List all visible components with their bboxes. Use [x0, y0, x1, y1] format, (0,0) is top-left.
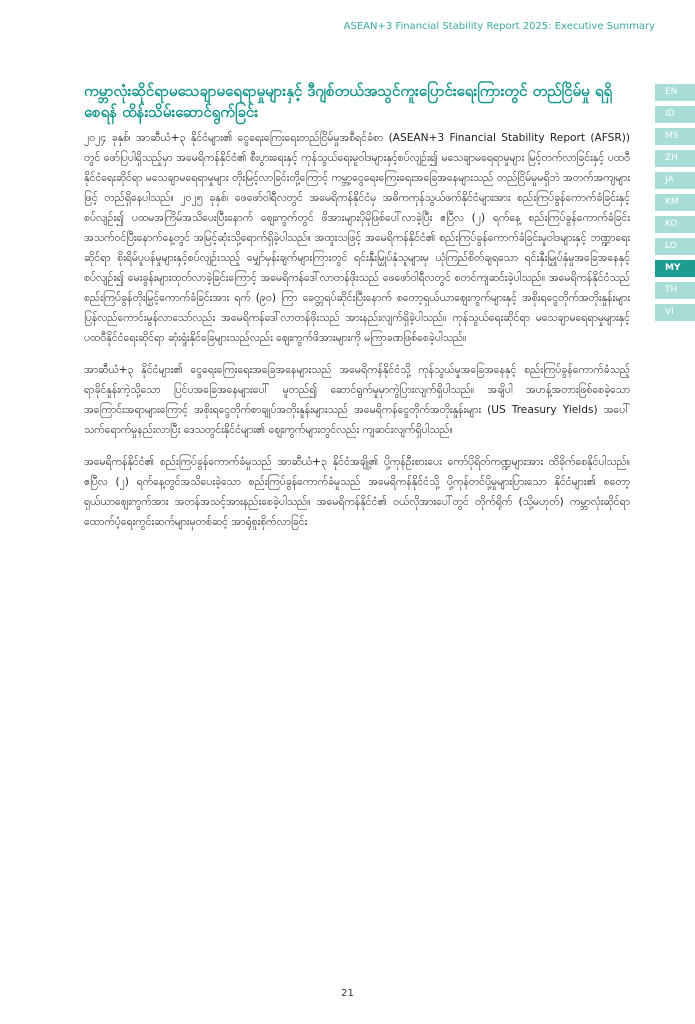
language-tab-th[interactable]: TH	[655, 282, 695, 299]
language-tab-vi[interactable]: VI	[655, 304, 695, 321]
section-title: ကမ္ဘာလုံးဆိုင်ရာမသေချာမရေရာမှုများနှင့် ဒီဂျစ်တယ်အသွင်ကူးပြောင်းရေးကြားတွင် တည်ငြိမ်မှု ရရှိစေရန် ထိန်းသိမ်းဆောင်ရွက်ခြင်း	[84, 82, 613, 121]
paragraph-2: အာဆီယံ+၃ နိုင်ငံများ၏ ငွေရေးကြေးရေးအခြေအနေများသည် အမေရိကန်နိုင်ငံသို့ ကုန်သွယ်မှုအခြေအနေနှင့် စည်းကြပ်ခွန်ကောက်ခံသည့်ရာခိုင်နှုန်းကဲ့သို့သော ပြင်ပအခြေအနေများပေါ် မူတည်၍ ဆောင်ရွက်မှုမှာကွဲပြားလျက်ရှိပါသည်။ အချိပါ အဟန့်အတားဖြစ်စေခဲ့သော အကြောင်းအရာများကြောင့် အစိုးရငွေတိုက်စာချုပ်အတိုးနှုန်းများသည် အမေရိကန်ငွေတိုက်အတိုးနှုန်းများ (US Treasury Yields) အပေါ် သက်ရောက်မှုနည်းလာပြီး ဒေသတွင်းနိုင်ငံများ၏ ဈေးကွက်များတွင်လည်း ကျဆင်းလျက်ရှိပါသည်။	[84, 364, 630, 436]
language-tabs	[655, 84, 695, 326]
language-tab-ms[interactable]: MS	[655, 128, 695, 145]
language-tab-ko[interactable]: KO	[655, 216, 695, 233]
language-tab-ja[interactable]: JA	[655, 172, 695, 189]
language-tab-zh[interactable]: ZH	[655, 150, 695, 167]
paragraph-3: အမေရိကန်နိုင်ငံ၏ စည်းကြပ်ခွန်ကောက်ခံမှုသည် အာဆီယံ+၃ နိုင်ငံအချို့၏ ပို့ကုန်ဦးစားပေး ကော်ပိုရိတ်ကဏ္ဍများအား ထိခိုက်စေနိုင်ပါသည်။ ဧပြီလ (၂) ရက်နေ့တွင်အသိပေးခဲ့သော စည်းကြပ်ခွန်ကောက်ခံမှုသည် အမေရိကန်နိုင်ငံသို့ ပို့ကုန်တင်ပို့မှုများပြားသော နိုင်ငံများ၏ စတော့ရှယ်ယာဈေးကွက်အား အတန်အသင့်အားနည်းစေခဲ့ပါသည်။ အမေရိကန်နိုင်ငံ၏ ဝယ်လိုအားပေါ်တွင် တိုက်ရိုက် (သို့မဟုတ်) ကမ္ဘာလုံးဆိုင်ရာထောက်ပံ့ရေးကွင်းဆက်များမှတစ်ဆင့် အာရုံစူးစိုက်လာခြင်း	[84, 456, 630, 528]
report-header-title: ASEAN+3 Financial Stability Report 2025: Executive Summary	[343, 21, 655, 32]
language-tab-lo[interactable]: LO	[655, 238, 695, 255]
language-tab-km[interactable]: KM	[655, 194, 695, 211]
language-tab-id[interactable]: ID	[655, 106, 695, 123]
language-tab-en[interactable]: EN	[655, 84, 695, 101]
language-tab-my[interactable]: MY	[655, 260, 695, 277]
body-text	[84, 128, 630, 544]
page-number: 21	[341, 988, 354, 999]
paragraph-1: ၂၀၂၄ ခုနှစ်၊ အာဆီယံ+၃ နိုင်ငံများ၏ ငွေရေးကြေးရေးတည်ငြိမ်မှုအစီရင်ခံစာ (ASEAN+3 Financial Stability Report (AFSR)) တွင် ဖော်ပြပါရှိသည့်မှာ အမေရိကန်နိုင်ငံ၏ စီးပွားရေးနှင့် ကုန်သွယ်ရေးမူဝါဒများနှင့်စပ်လျဉ်း၍ မသေချာမရေရာမှုများ မြင့်တက်လာခြင်းနှင့် ပထဝီနိုင်ငံရေးဆိုင်ရာ မသေချာမရေရာမှုများ တိုးမြင့်လာခြင်းတို့ကြောင့် ကမ္ဘာ့ငွေရေးကြေးရေးအခြေအနေများသည် တည်ငြိမ်မှုမရှိဘဲ အတက်အကျများဖြင့် တည်ရှိနေပါသည်။ ၂၀၂၅ ခုနှစ်၊ ဖေဖော်ဝါရီလတွင် အမေရိကန်နိုင်ငံမှ အဓိကကုန်သွယ်ဖက်နိုင်ငံများအား စည်းကြပ်ခွန်ကောက်ခံခြင်းနှင့်စပ်လျဉ်း၍ ပထမအကြိမ်အသိပေးပြီးနောက် ဈေးကွက်တွင် ဖိအားများပိုမိုဖြစ်ပေါ်လာခဲ့ပြီး ဧပြီလ (၂) ရက်နေ့ စည်းကြပ်ခွန်ကောက်ခံခြင်း အသက်ဝင်ပြီးနောက်နေ့တွင် အမြင့်ဆုံးသို့ရောက်ရှိခဲ့ပါသည်။ အထူးသဖြင့် အမေရိကန်နိုင်ငံ၏ စည်းကြပ်ခွန်ကောက်ခံခြင်းမူဝါဒများနှင့် ဘဏ္ဍာရေးဆိုင်ရာ စိုးရိမ်ပူပန်မှုများနှင့်စပ်လျဉ်းသည့် မျှော်မှန်းချက်များကြားတွင် ရင်းနှီးမြှုပ်နှံသူများမှ ယုံကြည်စိတ်ချရသော ရင်းနှီးမြှုပ်နှံမှုအခြေအနေနှင့်စပ်လျဉ်း၍ မေးခွန်းများထုတ်လာခဲ့ခြင်းကြောင့် အမေရိကန်ဒေါ်လာတန်ဖိုးသည် ဖေဖော်ဝါရီလတွင် စတင်ကျဆင်းခဲ့ပါသည်။ အမေရိကန်နိုင်ငံသည် စည်းကြပ်ခွန်တိုးမြှင့်ကောက်ခံခြင်းအား ရက် (၉၀) ကြာ ခေတ္တရပ်ဆိုင်းပြီးနောက် စတော့ရှယ်ယာဈေးကွက်များနှင့် အစိုးရငွေတိုက်အတိုးနှုန်းများ ပြန်လည်ကောင်းမွန်လာသော်လည်း အမေရိကန်ဒေါ်လာတန်ဖိုးသည် အားနည်းလျက်ရှိခဲ့ပါသည်။ ကုန်သွယ်ရေးဆိုင်ရာ မသေချာမရေရာမှုများနှင့် ပထဝီနိုင်ငံရေးဆိုင်ရာ ဆုံးရှုံးနိုင်ခြေများသည်လည်း ဈေးကွက်ဖိအားများကို မကြာခဏဖြစ်စေခဲ့ပါသည်။	[84, 132, 630, 344]
